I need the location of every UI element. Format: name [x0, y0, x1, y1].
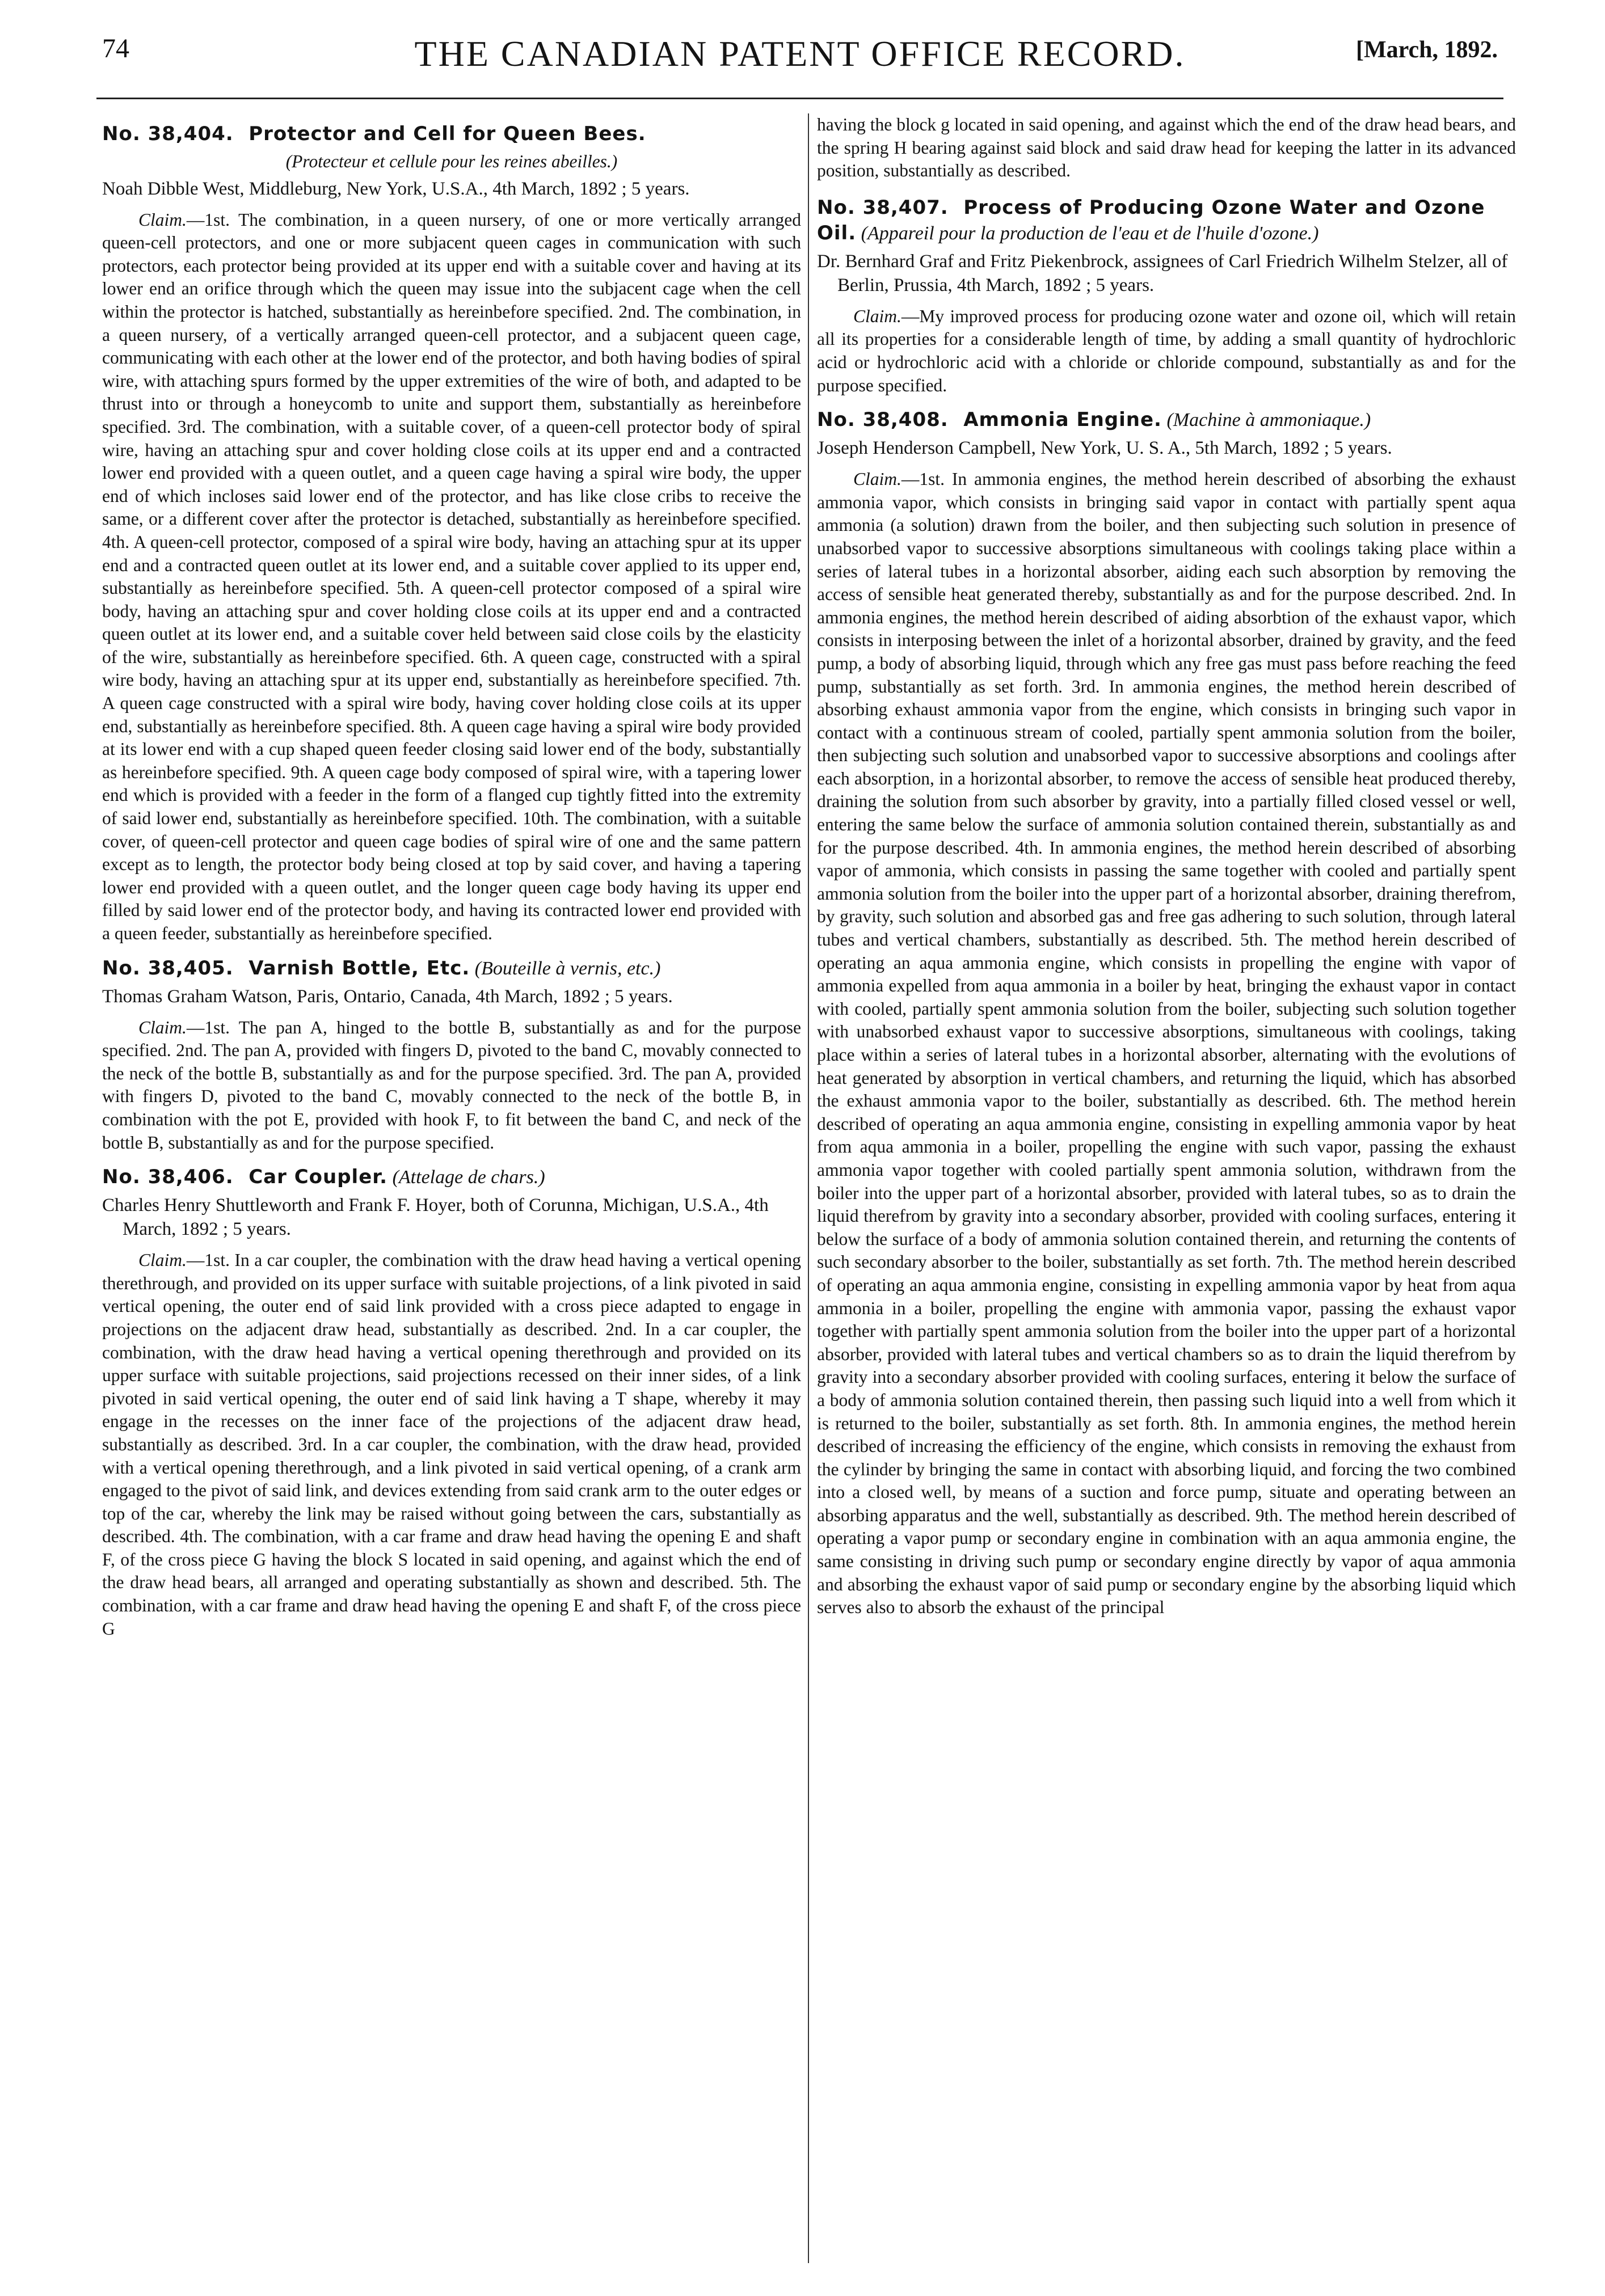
entry-heading	[102, 121, 801, 147]
patent-title: Varnish Bottle, Etc.	[248, 956, 470, 980]
claims-body: —1st. In a car coupler, the combination with the draw head having a vertical opening therethrough, and provided on its upper surface with suitable projections, of a link pivoted in said vertical opening, the outer end of said link provided with a cross piece adapted to engage in projections on the adjacent draw head, substantially as described. 2nd. In a car coupler, the combination, with the draw head having a vertical opening therethrough and provided on its upper surface with suitable projections, said projections recessed on their inner sides, of a link pivoted in said vertical opening, the outer end of said link having a T shape, whereby it may engage in the recesses on the inner face of the projections of the adjacent draw head, substantially as described. 3rd. In a car coupler, the combination, with the draw head, provided with a vertical opening therethrough, and a link pivoted in said vertical opening, of a crank arm engaged to the pivot of said link, and devices extending from said crank arm to the outer edges or top of the car, whereby the link may be raised without going between the cars, substantially as described. 4th. The combination, with a car frame and draw head having the opening E and shaft F, of the cross piece G having the block S located in said opening, and against which the end of the draw head bears, all arranged and operating substantially as shown and described. 5th. The combination, with a car frame and draw head having the opening E and shaft F, of the cross piece G	[102, 1250, 801, 1639]
french-title: (Bouteille à vernis, etc.)	[474, 957, 661, 979]
patent-title: Process of Producing Ozone Water and Ozone Oil.	[817, 196, 1485, 244]
right-column	[817, 113, 1516, 2269]
claim-label: Claim.	[853, 469, 902, 489]
claims-text	[102, 209, 801, 946]
patent-entry-38406	[102, 1164, 801, 1640]
inventor-info: Joseph Henderson Campbell, New York, U. S. A., 5th March, 1892 ; 5 years.	[817, 438, 1392, 459]
french-title: (Appareil pour la production de l'eau et de l'huile d'ozone.)	[861, 222, 1319, 244]
patent-number: No. 38,408.	[817, 408, 949, 432]
entry-heading	[817, 195, 1516, 246]
header-rule	[96, 98, 1503, 99]
claims-body: —1st. The pan A, hinged to the bottle B, substantially as and for the purpose specified. 2nd. The pan A, provided with fingers D, pivoted to the band C, movably connected to the neck of the bottle B, substantially as and for the purpose specified. 3rd. The pan A, provided with fingers D, pivoted to the band C, movably connected to the neck of the bottle B, in combination with the pot E, provided with hook F, to fit between the band C, and neck of the bottle B, substantially as and for the purpose specified.	[102, 1017, 801, 1153]
page-header	[102, 33, 1498, 84]
claims-text	[102, 1016, 801, 1155]
patent-entry-38405	[102, 956, 801, 1155]
entry-heading	[817, 407, 1516, 433]
patent-entry-38407	[817, 195, 1516, 397]
inventor-info: Thomas Graham Watson, Paris, Ontario, Canada, 4th March, 1892 ; 5 years.	[102, 986, 673, 1007]
claim-label: Claim.	[138, 1017, 187, 1037]
claim-label: Claim.	[138, 209, 187, 230]
patent-title: Car Coupler.	[248, 1166, 388, 1189]
column-divider	[808, 113, 809, 2263]
claims-text	[817, 305, 1516, 397]
french-title: (Machine à ammoniaque.)	[1166, 410, 1371, 431]
page-number: 74	[102, 33, 129, 64]
claims-body: —My improved process for producing ozone water and ozone oil, which will retain all its properties for a considerable length of time, by adding a small quantity of hydrochloric acid or hydrochloric acid with a chloride or chloride compound, substantially as and for the purpose specified.	[817, 306, 1516, 395]
inventor-info: Charles Henry Shuttleworth and Frank F. Hoyer, both of Corunna, Michigan, U.S.A., 4th March, 1892 ; 5 years.	[102, 1195, 769, 1240]
entry-heading	[102, 956, 801, 981]
claims-text	[817, 468, 1516, 1619]
patent-number: No. 38,407.	[817, 196, 949, 219]
inventor-info: Noah Dibble West, Middleburg, New York, U.S.A., 4th March, 1892 ; 5 years.	[102, 178, 690, 199]
continued-claims-38406: having the block g located in said opening, and against which the end of the draw head bears, and the spring H bearing against said block and said draw head for keeping the latter in its advanced position, substantially as described.	[817, 115, 1516, 181]
publication-title: THE CANADIAN PATENT OFFICE RECORD.	[414, 33, 1186, 74]
left-column	[102, 113, 801, 2269]
claims-body: —1st. The combination, in a queen nursery, of one or more vertically arranged queen-cell protectors, and one or more subjacent queen cages in communication with such protectors, each protector being provided at its upper end with a suitable cover and having at its lower end an orifice through which the queen may issue into the subjacent cage when the cell within the protector is hatched, substantially as hereinbefore specified. 2nd. The combination, in a queen nursery, of a vertically arranged queen-cell protector, and a subjacent queen cage, communicating with each other at the lower end of the protector, and both having bodies of spiral wire, with attaching spurs formed by the upper extremities of the wire of both, and adapted to be thrust into or through a honeycomb to unite and support them, substantially as hereinbefore specified. 3rd. The combination, with a suitable cover, of a queen-cell protector body of spiral wire, having an attaching spur and cover holding close coils at its upper end and a contracted lower end provided with a queen outlet, and a queen cage having a spiral wire body, the upper end of which incloses said lower end of the protector, and has like close cribs to receive the same, or a different cover after the protector is detached, substantially as hereinbefore specified. 4th. A queen-cell protector, composed of a spiral wire body, having an attaching spur at its upper end and a contracted queen outlet at its lower end, and a suitable cover applied to its upper end, substantially as hereinbefore specified. 5th. A queen-cell protector composed of a spiral wire body, having an attaching spur and cover holding close coils at its upper end and a contracted queen outlet at its lower end, and a suitable cover held between said close coils by the elasticity of the wire, substantially as hereinbefore specified. 6th. A queen cage, constructed with a spiral wire body, having an attaching spur at its upper end, substantially as hereinbefore specified. 7th. A queen cage constructed with a spiral wire body, having cover holding close coils at its upper end, substantially as hereinbefore specified. 8th. A queen cage having a spiral wire body provided at its lower end with a cup shaped queen feeder closing said lower end of the body, substantially as hereinbefore specified. 9th. A queen cage body composed of spiral wire, with a tapering lower end which is provided with a feeder in the form of a flanged cup tightly fitted into the extremity of said lower end, substantially as hereinbefore specified. 10th. The combination, with a suitable cover, of queen-cell protector and queen cage bodies of spiral wire of one and the same pattern except as to length, the protector body being closed at top by said cover, and having a tapering lower end provided with a queen outlet, and the longer queen cage body having its upper end filled by said lower end of the protector body, and having its contracted lower end provided with a queen feeder, substantially as hereinbefore specified.	[102, 209, 801, 943]
patent-entry-38408	[817, 407, 1516, 1619]
claim-label: Claim.	[853, 306, 902, 326]
patent-title: Ammonia Engine.	[963, 408, 1162, 432]
claims-body: —1st. In ammonia engines, the method herein described of absorbing the exhaust ammonia vapor, which consists in bringing said vapor in contact with partially spent aqua ammonia (a solution) drawn from the boiler, and then subjecting such solution in presence of unabsorbed vapor to successive absorptions simultaneous with coolings taking place within a series of lateral tubes in a horizontal absorber, aiding each such absorption by removing the access of sensible heat generated thereby, substantially as and for the purpose described. 2nd. In ammonia engines, the method herein described of aiding absorbtion of the exhaust vapor, which consists in interposing between the inlet of a horizontal absorber, drained by gravity, and the feed pump, a body of absorbing liquid, through which any free gas must pass before reaching the feed pump, substantially as set forth. 3rd. In ammonia engines, the method herein described of absorbing exhaust ammonia vapor from the engine, which consists in bringing such vapor in contact with a continuous stream of cooled, partially spent ammonia solution from the boiler, then subjecting such solution and unabsorbed vapor to successive absorptions and coolings after each absorption, in a horizontal absorber, to remove the access of sensible heat produced thereby, draining the solution from such absorber by gravity, into a partially filled closed vessel or well, entering the same below the surface of ammonia solution contained therein, substantially as and for the purpose described. 4th. In ammonia engines, the method herein described of absorbing vapor of ammonia, which consists in passing the same together with cooled and partially spent ammonia solution from the boiler into the upper part of a horizontal absorber, draining therefrom, by gravity, such solution and absorbed gas and free gas adhering to such solution, through lateral tubes and vertical chambers, substantially as described. 5th. The method herein described of operating an aqua ammonia engine, which consists in propelling the engine with vapor of ammonia expelled from aqua ammonia in a boiler by heat, bringing the exhaust vapor in contact with cooled, partially spent ammonia solution from the boiler, subjecting such solution together with unabsorbed exhaust vapor to successive absorptions, simultaneous with coolings, taking place within a series of lateral tubes in a horizontal absorber, alternating with the evolutions of heat generated by absorption in vertical chambers, and returning the liquid, which has absorbed the exhaust ammonia vapor to the boiler, substantially as described. 6th. The method herein described of operating an aqua ammonia engine, consisting in expelling ammonia vapor by heat from aqua ammonia in a boiler, propelling the engine with such vapor, passing the exhaust ammonia vapor together with cooled partially spent ammonia solution, withdrawn from the boiler into the upper part of a horizontal absorber, provided with lateral tubes, so as to drain the liquid therefrom by gravity into a secondary absorber, provided with cooling surfaces, entering it below the surface of a body of ammonia solution contained therein, and returning the contents of such secondary absorber to the boiler, substantially as set forth. 7th. The method herein described of operating an aqua ammonia engine, consisting in expelling ammonia vapor by heat from aqua ammonia in a boiler, propelling the engine with ammonia vapor, passing the exhaust vapor together with partially spent ammonia solution from the boiler into the upper part of a horizontal absorber, provided with lateral tubes and vertical chambers so as to drain the liquid therefrom by gravity into a secondary absorber provided with cooling surfaces, entering it below the surface of a body of ammonia solution contained therein, then passing such liquid into a well from which it is returned to the boiler, substantially as set forth. 8th. In ammonia engines, the method herein described of increasing the efficiency of the engine, which consists in removing the exhaust from the cylinder by bringing the same in contact with absorbing liquid, and forcing the two combined into a closed well, by means of a suction and force pump, situate and operating between an absorbing apparatus and the well, substantially as described. 9th. The method herein described of operating a vapor pump or secondary engine in combination with an aqua ammonia engine, the same consisting in driving such pump or secondary engine directly by vapor of aqua ammonia and absorbing the exhaust vapor of said pump or secondary engine by the absorbing liquid which serves also to absorb the exhaust of the principal	[817, 469, 1516, 1618]
patent-number: No. 38,404.	[102, 123, 234, 145]
patent-number: No. 38,405.	[102, 956, 234, 980]
entry-heading	[102, 1164, 801, 1190]
issue-date: [March, 1892.	[1355, 37, 1498, 63]
patent-number: No. 38,406.	[102, 1166, 234, 1189]
patent-title: Protector and Cell for Queen Bees.	[248, 123, 646, 145]
patent-entry-38404	[102, 121, 801, 946]
french-title: (Attelage de chars.)	[392, 1167, 545, 1188]
claim-label: Claim.	[138, 1250, 187, 1271]
french-title: (Protecteur et cellule pour les reines abeilles.)	[285, 151, 618, 171]
inventor-info: Dr. Bernhard Graf and Fritz Piekenbrock, assignees of Carl Friedrich Wilhelm Stelzer, all of Berlin, Prussia, 4th March, 1892 ; 5 years.	[817, 251, 1508, 296]
claims-text	[102, 1249, 801, 1640]
